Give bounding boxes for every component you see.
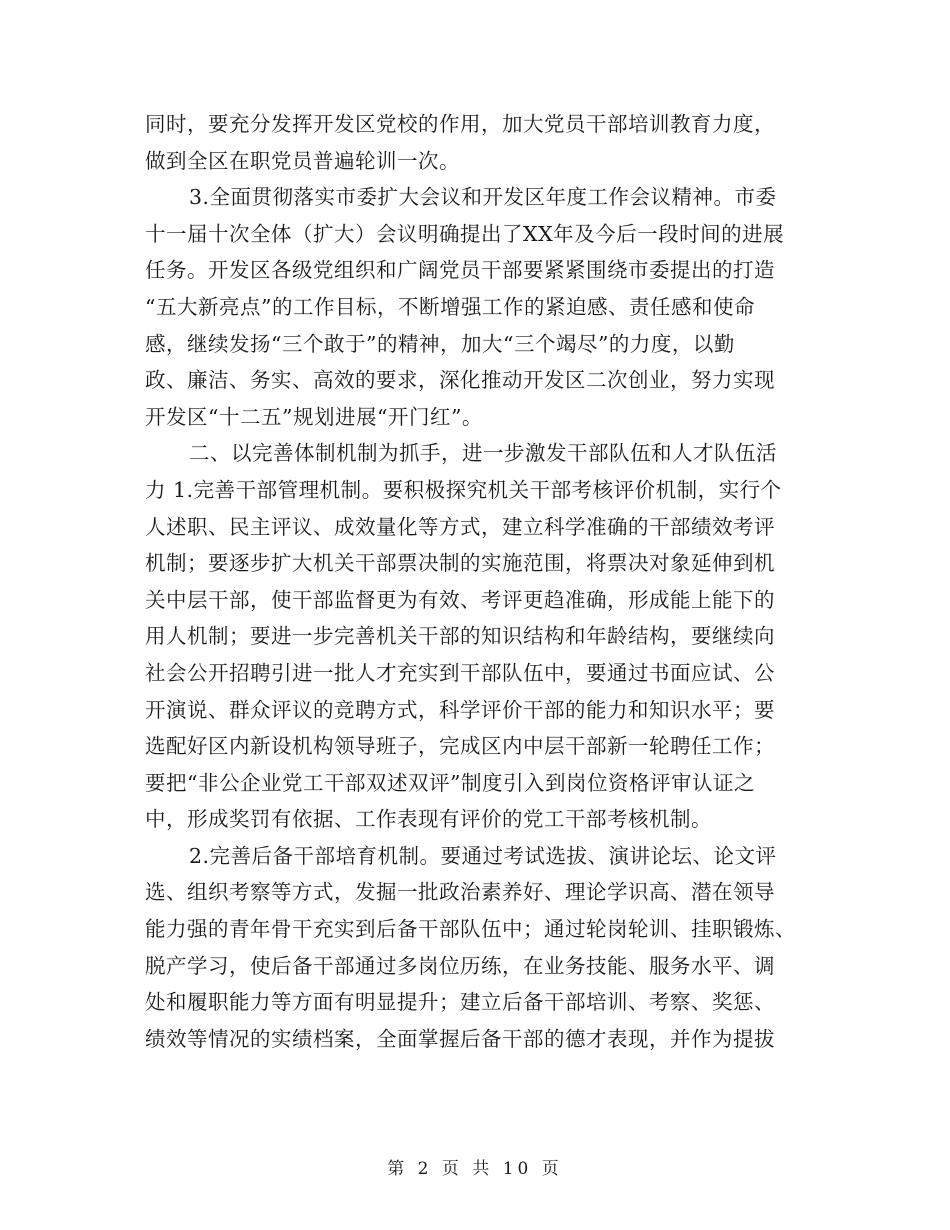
text-line: 力 1.完善干部管理机制。要积极探究机关干部考核评价机制，实行个: [145, 477, 782, 502]
text-line: 关中层干部，使干部监督更为有效、考评更趋准确，形成能上能下的: [145, 587, 775, 612]
text-line: 开发区“十二五”规划进展“开门红”。: [145, 404, 483, 429]
text-line: 用人机制；要进一步完善机关干部的知识结构和年龄结构，要继续向: [145, 624, 775, 649]
text-line: 社会公开招聘引进一批人才充实到干部队伍中，要通过书面应试、公: [145, 660, 775, 685]
text-line: 政、廉洁、务实、高效的要求，深化推动开发区二次创业，努力实现: [145, 368, 775, 393]
text-line: 做到全区在职党员普遍轮训一次。: [145, 148, 460, 173]
text-line: 机制；要逐步扩大机关干部票决制的实施范围，将票决对象延伸到机: [145, 551, 775, 576]
text-line: 感，继续发扬“三个敢于”的精神，加大“三个竭尽”的力度，以勤: [145, 331, 735, 356]
text-line: 同时，要充分发挥开发区党校的作用，加大党员干部培训教育力度，: [145, 112, 775, 136]
text-line: 能力强的青年骨干充实到后备干部队伍中；通过轮岗轮训、挂职锻炼、: [145, 917, 796, 942]
text-line: 人述职、民主评议、成效量化等方式，建立科学准确的干部绩效考评: [145, 514, 775, 539]
text-line: 十一届十次全体（扩大）会议明确提出了XX年及今后一段时间的进展: [145, 221, 785, 246]
page-number-footer: 第 2 页 共 10 页: [387, 1159, 563, 1179]
text-line: 要把“非公企业党工干部双述双评”制度引入到岗位资格评审认证之: [145, 770, 755, 795]
text-line: 开演说、群众评议的竞聘方式，科学评价干部的能力和知识水平；要: [145, 697, 775, 722]
text-line: 选配好区内新设机构领导班子，完成区内中层干部新一轮聘任工作；: [145, 734, 775, 759]
document-body: [145, 106, 805, 1057]
text-line: 2.完善后备干部培育机制。要通过考试选拔、演讲论坛、论文评: [189, 843, 777, 868]
text-line: 绩效等情况的实绩档案，全面掌握后备干部的德才表现，并作为提拔: [145, 1026, 775, 1051]
text-line: 处和履职能力等方面有明显提升；建立后备干部培训、考察、奖惩、: [145, 990, 775, 1015]
text-line: 二、以完善体制机制为抓手，进一步激发干部队伍和人才队伍活: [189, 441, 777, 466]
text-line: 脱产学习，使后备干部通过多岗位历练，在业务技能、服务水平、调: [145, 953, 775, 978]
text-line: 中，形成奖罚有依据、工作表现有评价的党工干部考核机制。: [145, 807, 712, 832]
text-line: 3.全面贯彻落实市委扩大会议和开发区年度工作会议精神。市委: [189, 185, 777, 210]
text-line: 任务。开发区各级党组织和广阔党员干部要紧紧围绕市委提出的打造: [145, 258, 775, 283]
text-line: 选、组织考察等方式，发掘一批政治素养好、理论学识高、潜在领导: [145, 880, 775, 905]
text-line: “五大新亮点”的工作目标，不断增强工作的紧迫感、责任感和使命: [145, 294, 755, 319]
